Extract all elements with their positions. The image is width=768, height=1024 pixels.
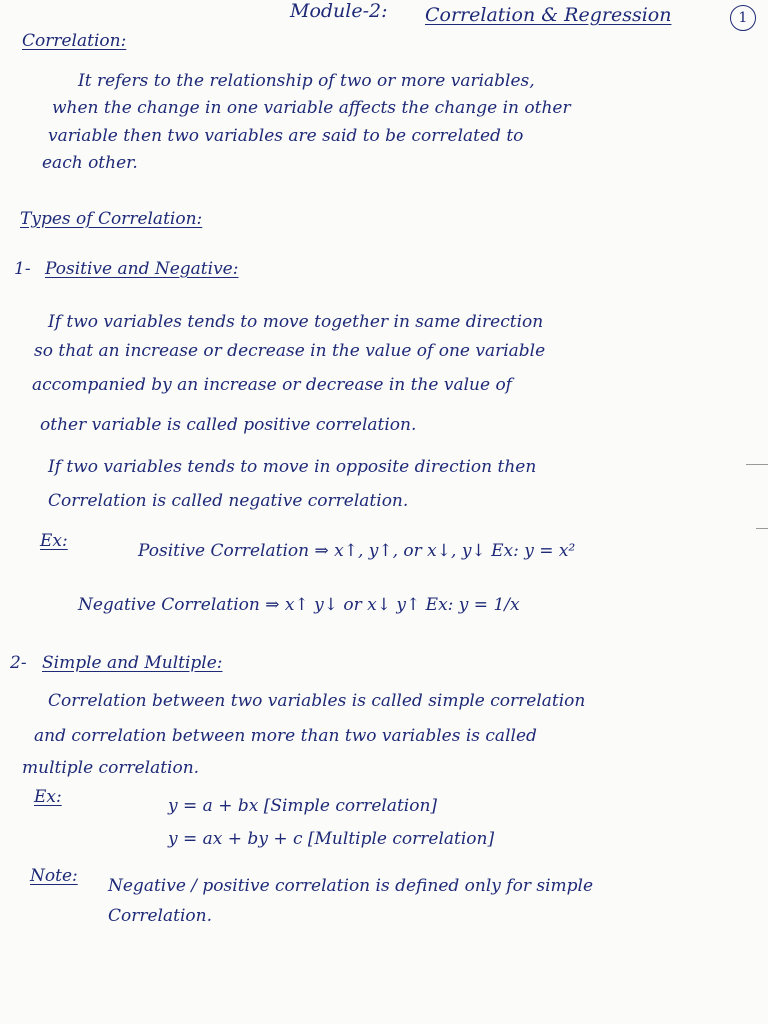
negative-example: Negative Correlation ⇒ x↑ y↓ or x↓ y↑ Ex: y = 1/x [78,595,520,615]
page-number: 1 [730,5,756,31]
margin-tick [756,528,768,529]
negative-paragraph-line: Correlation is called negative correlation. [48,491,409,511]
example-label: Ex: [34,787,62,807]
simple-correlation-example: y = a + bx [Simple correlation] [168,796,438,816]
simple-paragraph-line: multiple correlation. [22,758,200,778]
positive-paragraph-line: other variable is called positive correlation. [40,415,417,435]
section1-title: Positive and Negative: [45,259,239,279]
positive-paragraph-line: accompanied by an increase or decrease in the value of [32,375,512,395]
margin-tick [746,464,768,465]
section2-title: Simple and Multiple: [42,653,223,673]
definition-line: each other. [42,153,138,173]
simple-paragraph-line: and correlation between more than two variables is called [34,726,537,746]
example-label: Ex: [40,531,68,551]
positive-example: Positive Correlation ⇒ x↑, y↑, or x↓, y↓ Ex: y = x² [138,541,576,561]
positive-paragraph-line: If two variables tends to move together in same direction [48,312,544,332]
positive-paragraph-line: so that an increase or decrease in the value of one variable [34,341,546,361]
section1-number: 1- [14,259,31,279]
types-heading: Types of Correlation: [20,209,203,229]
definition-line: variable then two variables are said to be correlated to [48,126,524,146]
multiple-correlation-example: y = ax + by + c [Multiple correlation] [168,829,495,849]
note-line: Correlation. [108,906,212,926]
note-line: Negative / positive correlation is defined only for simple [108,876,594,896]
module-topic: Correlation & Regression [425,4,672,26]
negative-paragraph-line: If two variables tends to move in opposite direction then [48,457,537,477]
definition-line: It refers to the relationship of two or more variables, [78,71,535,91]
note-label: Note: [30,866,78,886]
simple-paragraph-line: Correlation between two variables is called simple correlation [48,691,586,711]
section2-number: 2- [10,653,27,673]
definition-line: when the change in one variable affects the change in other [52,98,571,118]
correlation-heading: Correlation: [22,31,127,51]
module-label: Module-2: [290,0,388,22]
